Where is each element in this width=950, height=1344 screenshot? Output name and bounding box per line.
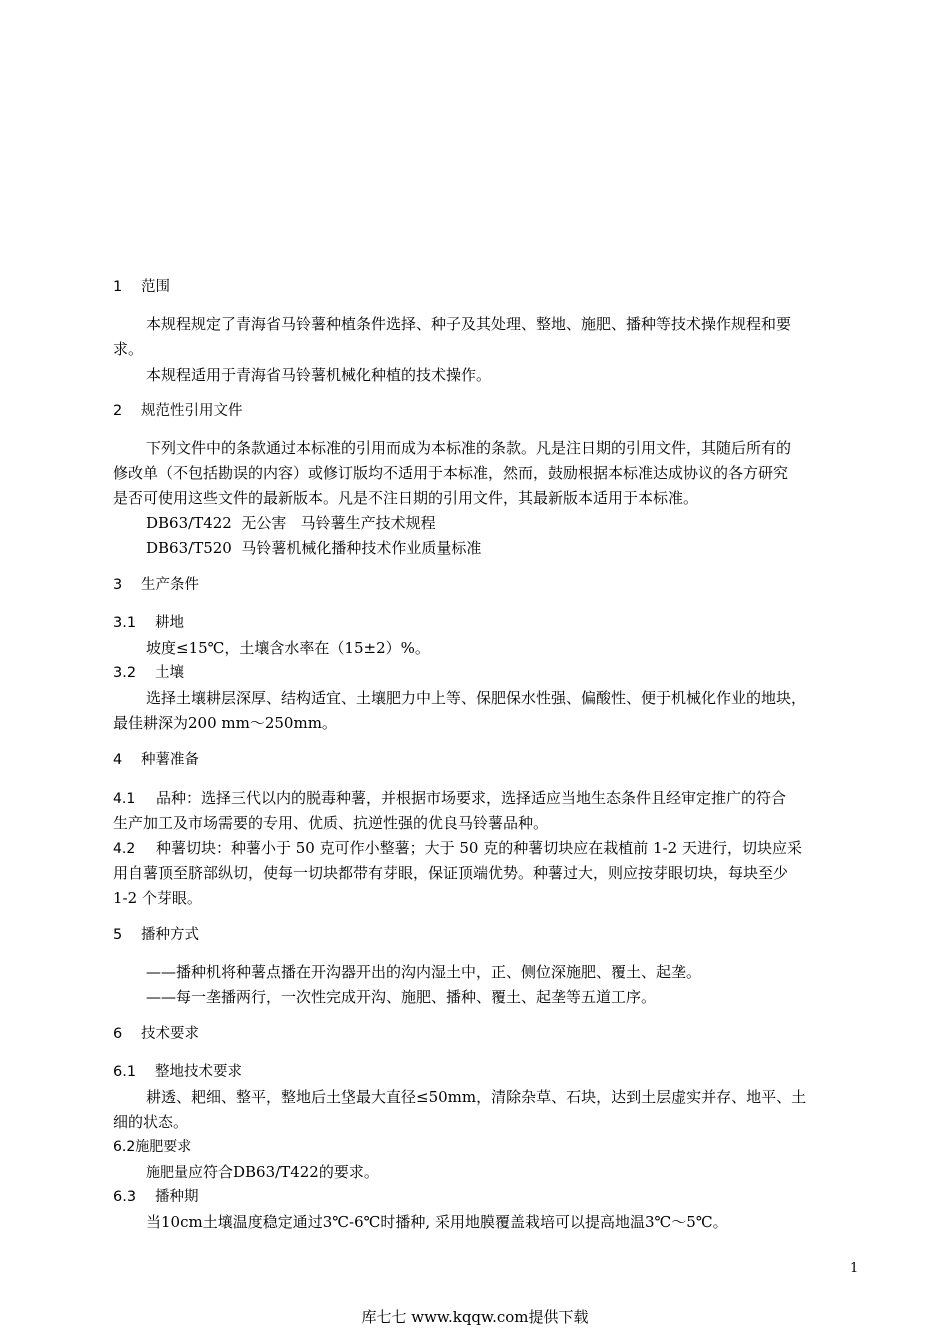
section-2-paragraph-b: 修改单（不包括勘误的内容）或修订版均不适用于本标准，然而，鼓励根据本标准达成协议的各方研究 (113, 464, 789, 482)
section-3-2-text-a: 选择土壤耕层深厚、结构适宜、土壤肥力中上等、保肥保水性强、偏酸性、便于机械化作业的地块， (146, 689, 807, 707)
section-5-heading: 5 播种方式 (113, 927, 199, 943)
download-footer: 库七七 www.kqqw.com提供下载 (361, 1308, 589, 1326)
section-4-heading: 4 种薯准备 (113, 752, 199, 768)
section-3-2-heading: 3.2 土壤 (113, 665, 184, 681)
reference-2: DB63/T520 马铃薯机械化播种技术作业质量标准 (146, 539, 482, 557)
section-3-heading: 3 生产条件 (113, 577, 199, 593)
section-3-1-text: 坡度≤15℃，土壤含水率在（15±2）%。 (146, 639, 430, 657)
page-number: 1 (850, 1261, 859, 1276)
section-6-3-heading: 6.3 播种期 (113, 1189, 199, 1205)
section-2-heading: 2 规范性引用文件 (113, 403, 243, 419)
section-2-paragraph-a: 下列文件中的条款通过本标准的引用而成为本标准的条款。凡是注日期的引用文件，其随后所有的 (146, 439, 792, 457)
section-4-2-text-a: 4.2 种薯切块：种薯小于 50 克可作小整薯；大于 50 克的种薯切块应在栽植前 1-2 天进行，切块应采 (113, 839, 802, 857)
section-5-dash-item-1: ——播种机将种薯点播在开沟器开出的沟内湿土中，正、侧位深施肥、覆土、起垄。 (146, 963, 702, 981)
section-4-2-text-b: 用自薯顶至脐部纵切，使每一切块都带有芽眼，保证顶端优势。种薯过大，则应按芽眼切块，每块至少 (113, 864, 789, 882)
section-5-dash-item-2: ——每一垄播两行，一次性完成开沟、施肥、播种、覆土、起垄等五道工序。 (146, 988, 657, 1006)
section-6-3-text: 当10cm土壤温度稳定通过3℃-6℃时播种, 采用地膜覆盖栽培可以提高地温3℃～5℃。 (146, 1213, 728, 1231)
section-4-2-text-c: 1-2 个芽眼。 (113, 889, 202, 907)
section-4-1-text-a: 4.1 品种：选择三代以内的脱毒种薯，并根据市场要求，选择适应当地生态条件且经审定推广的符合 (113, 789, 787, 807)
section-6-1-text-b: 细的状态。 (113, 1113, 189, 1131)
section-6-heading: 6 技术要求 (113, 1026, 199, 1042)
section-1-paragraph-1a: 本规程规定了青海省马铃薯种植条件选择、种子及其处理、整地、施肥、播种等技术操作规程和要 (146, 315, 792, 333)
section-1-paragraph-1b: 求。 (113, 340, 144, 358)
section-1-heading: 1 范围 (113, 279, 170, 295)
section-3-2-text-b: 最佳耕深为200 mm～250mm。 (113, 714, 337, 732)
section-4-1-text-b: 生产加工及市场需要的专用、优质、抗逆性强的优良马铃薯品种。 (113, 814, 549, 832)
reference-1: DB63/T422 无公害 马铃薯生产技术规程 (146, 514, 436, 532)
section-6-2-text: 施肥量应符合DB63/T422的要求。 (146, 1163, 379, 1181)
section-6-2-heading: 6.2施肥要求 (113, 1139, 192, 1155)
section-3-1-heading: 3.1 耕地 (113, 615, 184, 631)
section-1-paragraph-2: 本规程适用于青海省马铃薯机械化种植的技术操作。 (146, 366, 492, 384)
section-6-1-text-a: 耕透、耙细、整平，整地后土垡最大直径≤50mm，清除杂草、石块，达到土层虚实并存、地平、土 (146, 1088, 807, 1106)
section-6-1-heading: 6.1 整地技术要求 (113, 1064, 242, 1080)
section-2-paragraph-c: 是否可使用这些文件的最新版本。凡是不注日期的引用文件，其最新版本适用于本标准。 (113, 489, 699, 507)
